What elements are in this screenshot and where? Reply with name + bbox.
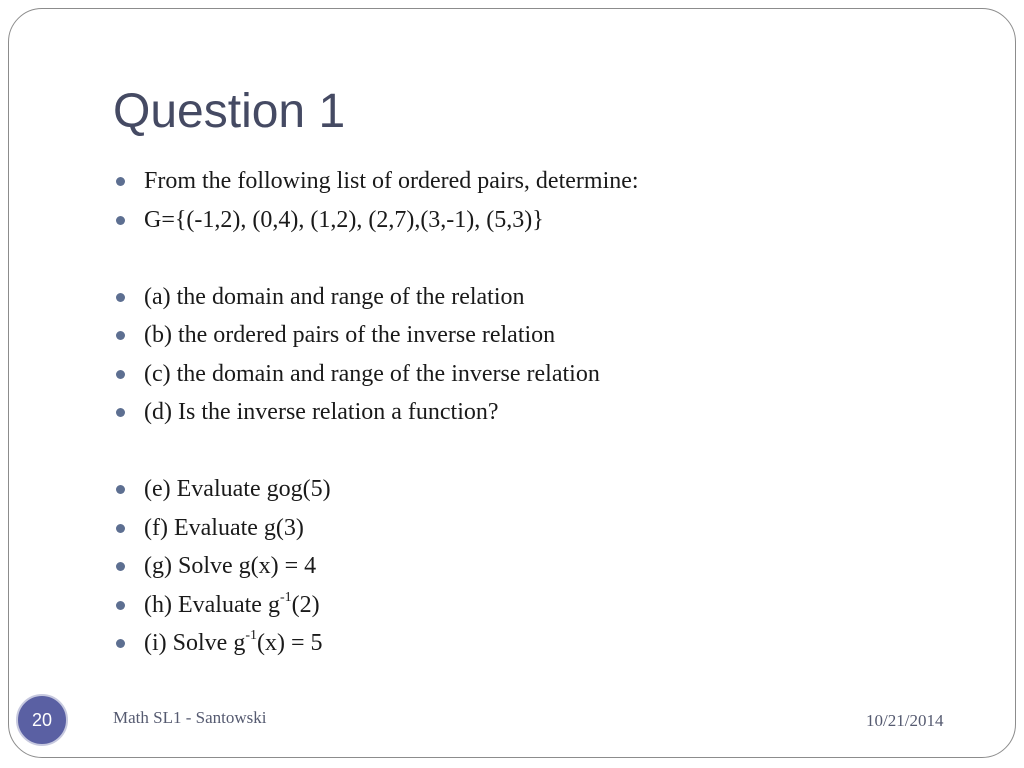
bullet-text-post: (2): [291, 591, 320, 618]
bullet-text-pre: (h) Evaluate g: [144, 591, 280, 618]
bullet-item: [112, 395, 639, 434]
bullet-text: From the following list of ordered pairs, determine:: [144, 168, 639, 194]
bullet-dot-icon: [116, 562, 125, 571]
bullet-text-post: (x) = 5: [257, 630, 323, 656]
inverse-superscript: -1: [279, 589, 292, 605]
bullet-spacer: [112, 434, 639, 473]
bullet-item: [112, 511, 639, 550]
bullet-item: [112, 318, 639, 357]
bullet-dot-icon: [116, 524, 125, 533]
bullet-text: (g) Solve g(x) = 4: [144, 553, 317, 579]
bullet-dot-icon: [116, 177, 125, 186]
bullet-dot-icon: [116, 370, 125, 379]
slide-title: Question 1: [113, 85, 346, 138]
bullet-item: [112, 472, 639, 511]
bullet-text-pre: (i) Solve g: [144, 630, 246, 656]
bullet-dot-icon: [116, 639, 125, 648]
bullet-dot-icon: [116, 293, 125, 302]
bullet-item: [112, 203, 639, 242]
footer-course: Math SL1 - Santowski: [113, 708, 267, 727]
bullet-text: (b) the ordered pairs of the inverse relation: [144, 322, 556, 348]
page-number-badge: 20: [16, 694, 68, 746]
bullet-spacer: [112, 241, 639, 280]
bullet-item: [112, 549, 639, 588]
bullet-text: [144, 630, 323, 656]
bullet-text: G={(-1,2), (0,4), (1,2), (2,7),(3,-1), (5,3)}: [144, 206, 544, 233]
bullet-text: (c) the domain and range of the inverse relation: [144, 360, 600, 387]
bullet-item: [112, 588, 639, 627]
footer-date: 10/21/2014: [866, 711, 944, 730]
bullet-item: [112, 357, 639, 396]
bullet-text: (a) the domain and range of the relation: [144, 283, 525, 310]
inverse-superscript: -1: [245, 628, 257, 643]
bullet-dot-icon: [116, 485, 125, 494]
bullet-text: (e) Evaluate gog(5): [144, 476, 331, 502]
bullet-text: [144, 589, 320, 618]
bullet-dot-icon: [116, 408, 125, 417]
bullet-list: [112, 164, 639, 665]
bullet-dot-icon: [116, 331, 125, 340]
bullet-item: [112, 626, 639, 665]
bullet-item: [112, 280, 639, 319]
bullet-dot-icon: [116, 216, 125, 225]
bullet-text: (f) Evaluate g(3): [144, 514, 304, 541]
bullet-item: [112, 164, 639, 203]
bullet-dot-icon: [116, 601, 125, 610]
bullet-text: (d) Is the inverse relation a function?: [144, 399, 499, 425]
